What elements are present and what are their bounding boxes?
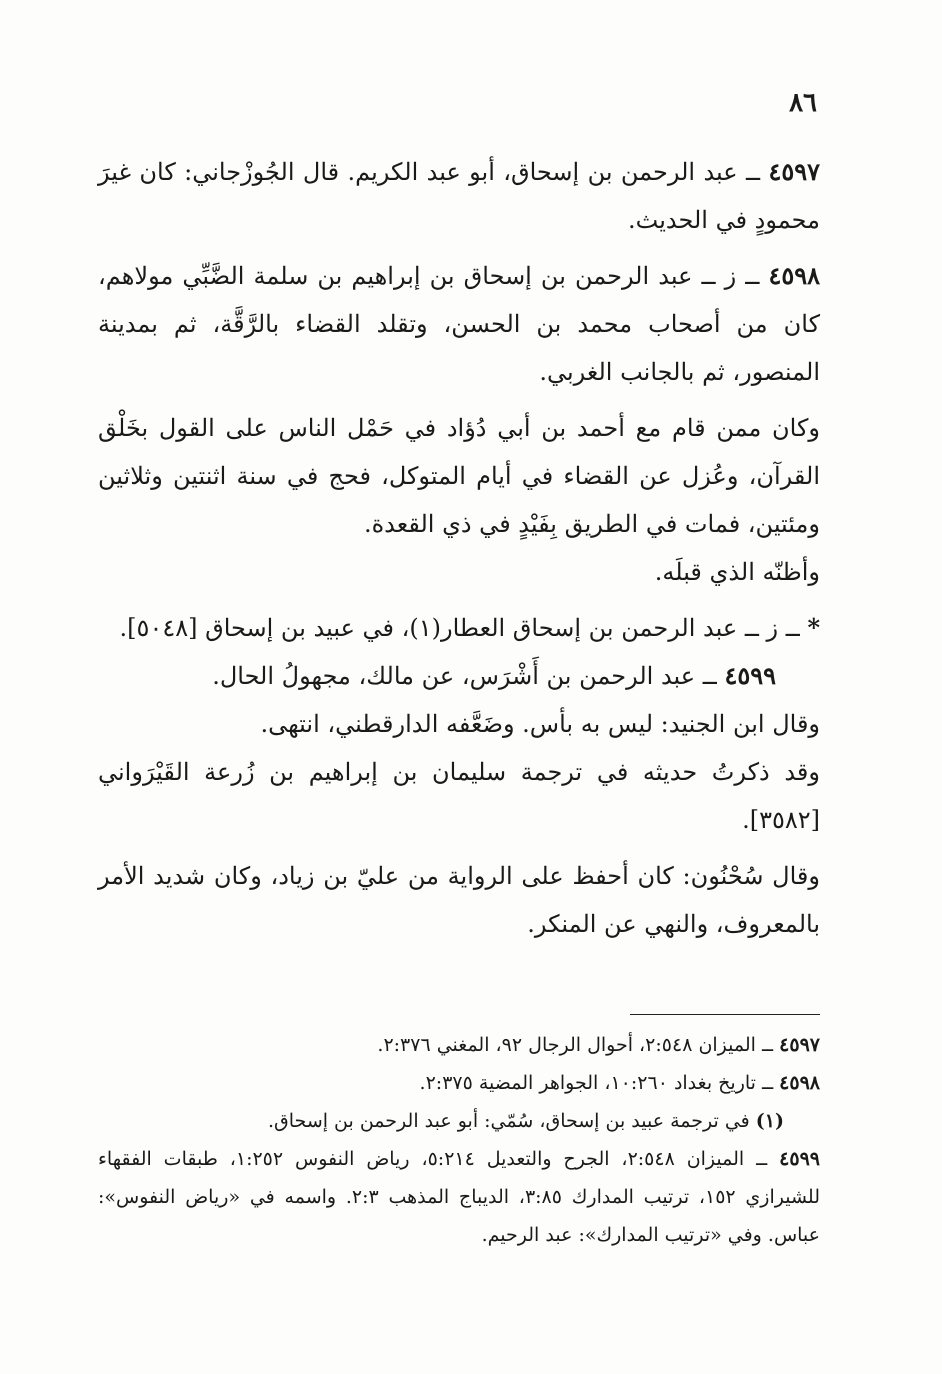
main-text [98,148,820,948]
footnote-number: ٤٥٩٩ [779,1148,820,1170]
footnote-text: في ترجمة عبيد بن إسحاق، سُمّي: أبو عبد الرحمن بن إسحاق. [267,1110,756,1132]
entry-number: ٤٥٩٨ [768,261,820,290]
footnote [98,1140,820,1254]
paragraph-text: وقد ذكرتُ حديثه في ترجمة سليمان بن إبراهيم بن زُرعة القَيْرَواني [٣٥٨٢]. [98,758,820,834]
entry-text: ــ ز ــ عبد الرحمن بن إسحاق العطار(١)، في عبيد بن إسحاق [٥٠٤٨]. [119,614,808,642]
footnote-text: ــ الميزان ٢:٥٤٨، الجرح والتعديل ٥:٢١٤، رياض النفوس ١:٢٥٢، طبقات الفقهاء للشيرازي ١٥٢، ترتيب المدارك ٣:٨٥، الديباج المذهب ٢:٣. واسمه في «رياض النفوس»: عباس. وفي «ترتيب المدارك»: عبد الرحيم. [98,1148,820,1246]
paragraph [98,700,820,748]
paragraph [98,748,820,844]
entry-number: ٤٥٩٩ [724,661,776,690]
footnote-text: ــ تاريخ بغداد ١٠:٢٦٠، الجواهر المضية ٢:٣٧٥. [419,1072,780,1094]
entry-text: ــ عبد الرحمن بن أَشْرَس، عن مالك، مجهولُ الحال. [212,662,725,690]
footnote [98,1064,820,1102]
paragraph-text: وكان ممن قام مع أحمد بن أبي دُؤاد في حَمْل الناس على القول بخَلْق القرآن، وعُزل عن القضاء في أيام المتوكل، فحج في سنة اثنتين وثلاثين ومئتين، فمات في الطريق بِفَيْدٍ في ذي القعدة. [98,414,820,538]
paragraph-text: وأظنّه الذي قبلَه. [654,558,820,586]
entry-number: ٤٥٩٧ [768,157,820,186]
entry-text: ــ ز ــ عبد الرحمن بن إسحاق بن إبراهيم بن سلمة الضَّبِّي مولاهم، كان من أصحاب محمد بن الحسن، وتقلد القضاء بالرَّقَّة، ثم بمدينة المنصور، ثم بالجانب الغربي. [98,262,820,386]
entry-4598 [98,252,820,396]
footnote-number: ٤٥٩٨ [779,1072,820,1094]
footnote-divider [630,1014,820,1015]
footnote [98,1102,820,1140]
footnote-number: ٤٥٩٧ [779,1034,820,1056]
footnotes [98,1026,820,1254]
paragraph [98,852,820,948]
entry-number: * [807,613,820,642]
paragraph [98,548,820,596]
entry-4597 [98,148,820,244]
footnote-number: (١) [755,1110,784,1132]
entry-text: ــ عبد الرحمن بن إسحاق، أبو عبد الكريم. قال الجُوزْجاني: كان غيرَ محمودٍ في الحديث. [98,158,820,234]
footnote-text: ــ الميزان ٢:٥٤٨، أحوال الرجال ٩٢، المغني ٢:٣٧٦. [377,1034,780,1056]
paragraph-text: وقال ابن الجنيد: ليس به بأس. وضَعَّفه الدارقطني، انتهى. [260,710,820,738]
entry-4599 [98,652,820,700]
entry-star [98,604,820,652]
paragraph-text: وقال سُحْنُون: كان أحفظ على الرواية من عليّ بن زياد، وكان شديد الأمر بالمعروف، والنهي عن المنكر. [98,862,820,938]
page-number: ٨٦ [789,88,817,118]
paragraph [98,404,820,548]
footnote [98,1026,820,1064]
